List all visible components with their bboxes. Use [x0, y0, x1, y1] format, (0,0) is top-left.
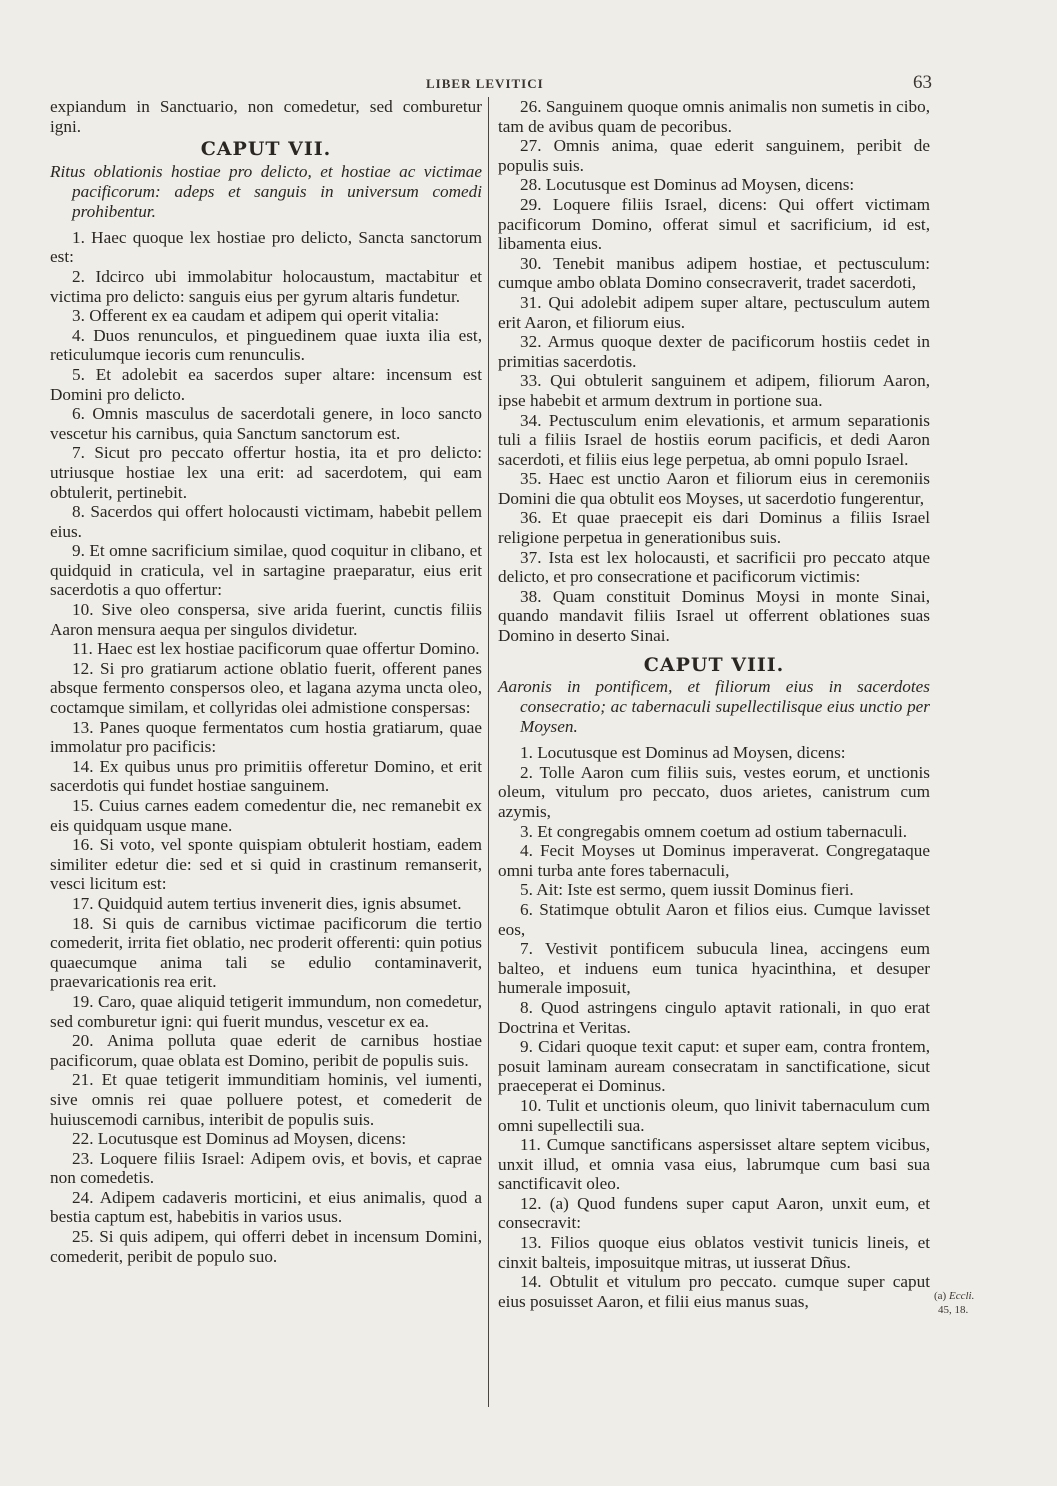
- verse: 4. Duos renunculos, et pinguedinem quae iuxta ilia est, reticulumque iecoris cum renunculis.: [50, 325, 482, 365]
- verse: 26. Sanguinem quoque omnis animalis non sumetis in cibo, tam de avibus quam de pecoribus.: [498, 97, 930, 136]
- verse: 13. Filios quoque eius oblatos vestivit tunicis lineis, et cinxit balteis, imposuitque mitras, ut iusserat Dñus.: [498, 1233, 930, 1272]
- verse: 32. Armus quoque dexter de pacificorum hostiis cedet in primitias sacerdotis.: [498, 332, 930, 371]
- verse: 11. Cumque sanctificans aspersisset altare septem vicibus, unxit illud, et omnia vasa eius, labrumque cum basi sua sanctificavit oleo.: [498, 1135, 930, 1194]
- verse: 18. Si quis de carnibus victimae pacificorum die tertio comederit, irrita fiet oblatio, nec proderit offerenti: quin potius quaecumque anima tali se edulio contaminaverit, praevaricationis rea erit.: [50, 913, 482, 992]
- verse: 12. Si pro gratiarum actione oblatio fuerit, offerent panes absque fermento conspersos oleo, et lagana azyma uncta oleo, coctamque similam, et collyridas olei admistione conspersas:: [50, 658, 482, 718]
- footnote-marker: (a): [934, 1290, 947, 1302]
- verse: 5. Ait: Iste est sermo, quem iussit Dominus fieri.: [520, 880, 854, 900]
- footnote-reference: 45, 18.: [938, 1304, 969, 1316]
- verse-list: [498, 97, 930, 646]
- verse: 21. Et quae tetigerit immunditiam hominis, vel iumenti, sive omnis rei quae polluere potest, et comederit de huiuscemodi carnibus, interibit de populis suis.: [50, 1070, 482, 1129]
- left-column: [50, 97, 482, 1266]
- verse: 34. Pectusculum enim elevationis, et armum separationis tuli a filiis Israel de hostiis eorum pacificis, et dedi Aaron sacerdoti, et filiis eius lege perpetua, ab omni populo Israel.: [498, 410, 930, 469]
- page-number: 63: [913, 72, 932, 93]
- verse: 7. Vestivit pontificem subucula linea, accingens eum balteo, et induens eum tunica hyacinthina, et desuper humerale imposuit,: [498, 939, 930, 998]
- verse-list: [498, 743, 930, 1311]
- verse: 23. Loquere filiis Israel: Adipem ovis, et bovis, et caprae non comedetis.: [50, 1148, 482, 1188]
- verse: 5. Et adolebit ea sacerdos super altare: incensum est Domini pro delicto.: [50, 364, 482, 404]
- verse: 1. Locutusque est Dominus ad Moysen, dicens:: [520, 743, 846, 763]
- verse: 7. Sicut pro peccato offertur hostia, ita et pro delicto: utriusque hostiae lex una erit: ad sacerdotem, qui eam obtulerit, pertinebit.: [50, 443, 482, 502]
- verse: 13. Panes quoque fermentatos cum hostia gratiarum, quae immolatur pro pacificis:: [50, 717, 482, 757]
- verse: 4. Fecit Moyses ut Dominus imperaverat. Congregataque omni turba ante fores tabernaculi,: [498, 841, 930, 880]
- verse: 37. Ista est lex holocausti, et sacrificii pro peccato atque delicto, et pro consecratione et pacificorum victimis:: [498, 547, 930, 587]
- verse: 38. Quam constituit Dominus Moysi in monte Sinai, quando mandavit filiis Israel ut offerrent oblationes suas Domino in deserto Sinai.: [498, 586, 930, 646]
- chapter-title: CAPUT VIII.: [643, 653, 785, 676]
- verse: 25. Si quis adipem, qui offerri debet in incensum Domini, comederit, peribit de populo suo.: [50, 1227, 482, 1266]
- verse: 11. Haec est lex hostiae pacificorum quae offertur Domino.: [72, 639, 480, 659]
- verse: 6. Omnis masculus de sacerdotali genere, in loco sancto vescetur his carnibus, quia Sanctum sanctorum est.: [50, 404, 482, 443]
- chapter-summary: Aaronis in pontificem, et filiorum eius in sacerdotes consecratio; ac tabernaculi supellectilisque eius unctio per Moysen.: [498, 677, 930, 737]
- verse: 31. Qui adolebit adipem super altare, pectusculum autem erit Aaron, et filiorum eius.: [498, 292, 930, 332]
- verse: 24. Adipem cadaveris morticini, et eius animalis, quod a bestia captum est, habebitis in varios usus.: [50, 1187, 482, 1227]
- verse: 35. Haec est unctio Aaron et filiorum eius in ceremoniis Domini die qua obtulit eos Moyses, ut sacerdotio fungerentur,: [498, 469, 930, 508]
- continuation-text: expiandum in Sanctuario, non comedetur, sed comburetur igni.: [50, 97, 482, 136]
- verse: 33. Qui obtulerit sanguinem et adipem, filiorum Aaron, ipse habebit et armum dextrum in portione sua.: [498, 371, 930, 410]
- column-divider: [488, 97, 489, 1407]
- verse: 17. Quidquid autem tertius invenerit dies, ignis absumet.: [72, 893, 462, 913]
- page-header: [50, 74, 930, 94]
- verse: 10. Sive oleo conspersa, sive arida fuerint, cunctis filiis Aaron mensura aequa per singulos dividetur.: [50, 600, 482, 639]
- footnote-citation: Eccli.: [948, 1290, 975, 1302]
- right-column: [498, 97, 930, 1311]
- chapter-summary: Ritus oblationis hostiae pro delicto, et hostiae ac victimae pacificorum: adeps et sanguis in universum comedi prohibentur.: [50, 161, 482, 221]
- verse: 10. Tulit et unctionis oleum, quo linivit tabernaculum cum omni supellectili sua.: [498, 1095, 930, 1135]
- verse: 3. Et congregabis omnem coetum ad ostium tabernaculi.: [520, 821, 908, 841]
- verse: 8. Quod astringens cingulo aptavit rationali, in quo erat Doctrina et Veritas.: [498, 997, 930, 1037]
- verse: 20. Anima polluta quae ederit de carnibus hostiae pacificorum, quae oblata est Domino, peribit de populis suis.: [50, 1031, 482, 1070]
- verse: 12. (a) Quod fundens super caput Aaron, unxit eum, et consecravit:: [498, 1193, 930, 1233]
- verse: 2. Idcirco ubi immolabitur holocaustum, mactabitur et victima pro delicto: sanguis eius per gyrum altaris fundetur.: [50, 266, 482, 306]
- verse: 8. Sacerdos qui offert holocausti victimam, habebit pellem eius.: [50, 502, 482, 541]
- verse: 22. Locutusque est Dominus ad Moysen, dicens:: [72, 1129, 407, 1149]
- verse: 19. Caro, quae aliquid tetigerit immundum, non comedetur, sed comburetur igni: qui fuerit mundus, vescetur ex ea.: [50, 991, 482, 1031]
- verse: 14. Obtulit et vitulum pro peccato. cumque super caput eius posuisset Aaron, et filii eius manus suas,: [498, 1272, 930, 1311]
- verse: 27. Omnis anima, quae ederit sanguinem, peribit de populis suis.: [498, 136, 930, 175]
- margin-note: [934, 1289, 974, 1317]
- verse: 29. Loquere filiis Israel, dicens: Qui offert victimam pacificorum Domino, offerat simul et sacrificium, id est, libamenta eius.: [498, 194, 930, 254]
- verse: 2. Tolle Aaron cum filiis suis, vestes eorum, et unctionis oleum, vitulum pro peccato, duos arietes, canistrum cum azymis,: [498, 762, 930, 821]
- verse: 9. Et omne sacrificium similae, quod coquitur in clibano, et quidquid in craticula, vel in sartagine praeparatur, eius erit sacerdotis a quo offertur:: [50, 541, 482, 600]
- running-title: LIBER LEVITICI: [426, 76, 544, 91]
- verse: 16. Si voto, vel sponte quispiam obtulerit hostiam, eadem similiter edetur die: sed et si quid in crastinum remanserit, vesci licitum est:: [50, 835, 482, 894]
- verse: 14. Ex quibus unus pro primitiis offeretur Domino, et erit sacerdotis qui fundet hostiae sanguinem.: [50, 756, 482, 796]
- verse: 3. Offerent ex ea caudam et adipem qui operit vitalia:: [72, 306, 440, 326]
- verse: 9. Cidari quoque texit caput: et super eam, contra frontem, posuit laminam auream consecratam in sanctificatione, sicut praeceperat ei Dominus.: [498, 1037, 930, 1096]
- verse: 30. Tenebit manibus adipem hostiae, et pectusculum: cumque ambo oblata Domino consecraverit, tradet sacerdoti,: [498, 253, 930, 293]
- verse: 6. Statimque obtulit Aaron et filios eius. Cumque lavisset eos,: [498, 899, 930, 939]
- chapter-title: CAPUT VII.: [200, 138, 332, 161]
- verse: 15. Cuius carnes eadem comedentur die, nec remanebit ex eis quidquam usque mane.: [50, 796, 482, 835]
- verse-list: [50, 228, 482, 1266]
- verse: 28. Locutusque est Dominus ad Moysen, dicens:: [520, 175, 855, 195]
- verse: 36. Et quae praecepit eis dari Dominus a filiis Israel religione perpetua in generationibus suis.: [498, 508, 930, 548]
- verse: 1. Haec quoque lex hostiae pro delicto, Sancta sanctorum est:: [50, 227, 482, 267]
